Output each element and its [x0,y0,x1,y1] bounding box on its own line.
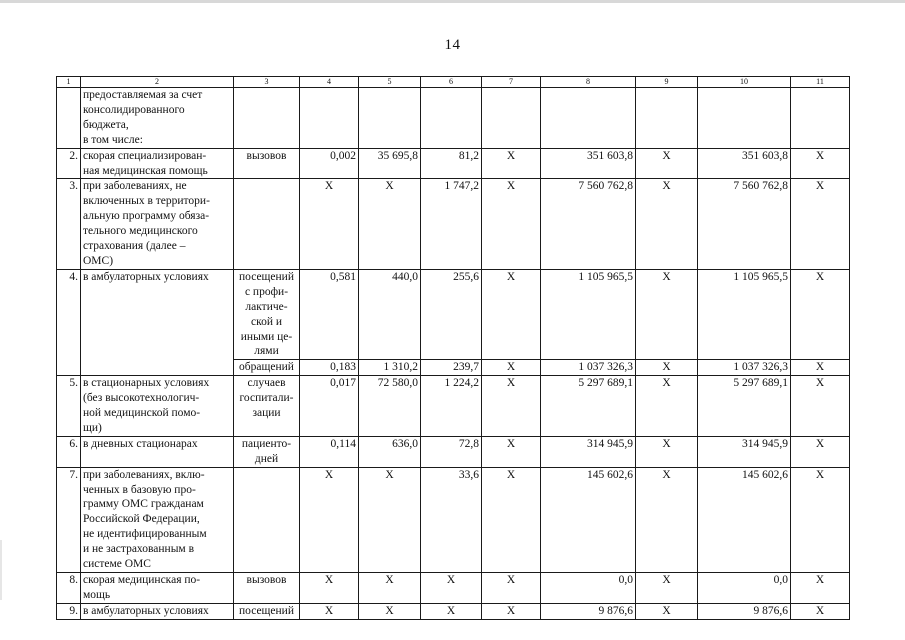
value-cell-c7: Х [482,436,541,467]
value-cell-c9: Х [636,179,698,269]
table-row [57,467,850,572]
value-cell-c10: 5 297 689,1 [698,376,791,437]
value-cell-c10: 145 602,6 [698,467,791,572]
row-name: предоставляемая за счет консолидированного бюджета, в том числе: [81,88,234,149]
value-cell-c7: Х [482,179,541,269]
column-number: 6 [421,77,482,88]
column-number: 4 [300,77,359,88]
value-cell-c6: 255,6 [421,269,482,359]
value-cell-c4: Х [300,573,359,604]
value-cell-c11: Х [791,360,850,376]
page-number: 14 [444,37,461,53]
value-cell-c5: 636,0 [359,436,421,467]
column-number: 11 [791,77,850,88]
value-cell-c4: Х [300,467,359,572]
unit-cell: обращений [234,360,300,376]
value-cell-c4 [300,88,359,149]
row-number: 8. [57,573,81,604]
value-cell-c5: Х [359,603,421,619]
value-cell-c4: 0,002 [300,148,359,179]
column-number: 1 [57,77,81,88]
value-cell-c11: Х [791,603,850,619]
table-row [57,148,850,179]
value-cell-c11: Х [791,376,850,437]
value-cell-c8: 145 602,6 [541,467,636,572]
unit-cell: вызовов [234,148,300,179]
value-cell-c5: 35 695,8 [359,148,421,179]
funding-table [56,76,850,620]
value-cell-c6: 239,7 [421,360,482,376]
value-cell-c9: Х [636,376,698,437]
value-cell-c10: 351 603,8 [698,148,791,179]
value-cell-c10: 1 037 326,3 [698,360,791,376]
value-cell-c8: 1 105 965,5 [541,269,636,359]
value-cell-c7 [482,88,541,149]
value-cell-c4: Х [300,179,359,269]
table-row [57,436,850,467]
top-edge-rule [0,0,905,3]
row-number: 6. [57,436,81,467]
value-cell-c6: 72,8 [421,436,482,467]
row-name: скорая специализирован- ная медицинская помощь [81,148,234,179]
value-cell-c4: Х [300,603,359,619]
row-name: в стационарных условиях (без высокотехнологич- ной медицинской помо- щи) [81,376,234,437]
value-cell-c5: Х [359,467,421,572]
value-cell-c7: Х [482,376,541,437]
value-cell-c11: Х [791,269,850,359]
value-cell-c6 [421,88,482,149]
column-number: 9 [636,77,698,88]
value-cell-c5: 1 310,2 [359,360,421,376]
value-cell-c6: 81,2 [421,148,482,179]
value-cell-c8 [541,88,636,149]
table-row [57,179,850,269]
table-row [57,88,850,149]
value-cell-c7: Х [482,573,541,604]
value-cell-c9: Х [636,573,698,604]
row-number: 3. [57,179,81,269]
value-cell-c8: 0,0 [541,573,636,604]
value-cell-c4: 0,581 [300,269,359,359]
unit-cell [234,467,300,572]
value-cell-c7: Х [482,603,541,619]
table-row [57,603,850,619]
value-cell-c9: Х [636,603,698,619]
column-number: 10 [698,77,791,88]
value-cell-c8: 1 037 326,3 [541,360,636,376]
value-cell-c8: 5 297 689,1 [541,376,636,437]
value-cell-c5: 72 580,0 [359,376,421,437]
value-cell-c10: 0,0 [698,573,791,604]
row-name: в амбулаторных условиях [81,603,234,619]
value-cell-c11 [791,88,850,149]
value-cell-c10 [698,88,791,149]
unit-cell: вызовов [234,573,300,604]
value-cell-c6: 1 747,2 [421,179,482,269]
row-name: в амбулаторных условиях [81,269,234,375]
row-number: 5. [57,376,81,437]
value-cell-c8: 7 560 762,8 [541,179,636,269]
column-number: 8 [541,77,636,88]
row-name: при заболеваниях, вклю- ченных в базовую про- грамму ОМС гражданам Российской Федерации, не идентифицированным и не застрахованным в системе ОМС [81,467,234,572]
value-cell-c10: 9 876,6 [698,603,791,619]
row-name: при заболеваниях, не включенных в территори- альную программу обяза- тельного медицинского страхования (далее – ОМС) [81,179,234,269]
value-cell-c5 [359,88,421,149]
table-row [57,376,850,437]
value-cell-c8: 351 603,8 [541,148,636,179]
value-cell-c11: Х [791,467,850,572]
row-number: 9. [57,603,81,619]
unit-cell: посещений [234,603,300,619]
unit-cell [234,88,300,149]
unit-cell: пациенто- дней [234,436,300,467]
column-number: 2 [81,77,234,88]
value-cell-c11: Х [791,179,850,269]
value-cell-c5: 440,0 [359,269,421,359]
row-number: 2. [57,148,81,179]
value-cell-c8: 9 876,6 [541,603,636,619]
column-number: 3 [234,77,300,88]
value-cell-c9: Х [636,360,698,376]
table-row [57,269,850,359]
column-number-row [57,77,850,88]
value-cell-c5: Х [359,179,421,269]
row-number [57,88,81,149]
unit-cell [234,179,300,269]
row-number: 4. [57,269,81,375]
value-cell-c4: 0,017 [300,376,359,437]
value-cell-c11: Х [791,148,850,179]
value-cell-c9: Х [636,269,698,359]
unit-cell: случаев госпитали- зации [234,376,300,437]
row-number: 7. [57,467,81,572]
value-cell-c8: 314 945,9 [541,436,636,467]
value-cell-c10: 7 560 762,8 [698,179,791,269]
column-number: 5 [359,77,421,88]
value-cell-c6: Х [421,603,482,619]
scan-edge-mark [0,540,2,600]
value-cell-c9 [636,88,698,149]
value-cell-c9: Х [636,467,698,572]
unit-cell: посещений с профи- лактиче- ской и иными це- лями [234,269,300,359]
value-cell-c9: Х [636,436,698,467]
value-cell-c11: Х [791,573,850,604]
value-cell-c6: Х [421,573,482,604]
value-cell-c10: 314 945,9 [698,436,791,467]
value-cell-c9: Х [636,148,698,179]
column-number: 7 [482,77,541,88]
value-cell-c10: 1 105 965,5 [698,269,791,359]
value-cell-c6: 1 224,2 [421,376,482,437]
value-cell-c4: 0,183 [300,360,359,376]
row-name: скорая медицинская по- мощь [81,573,234,604]
value-cell-c11: Х [791,436,850,467]
value-cell-c7: Х [482,467,541,572]
value-cell-c7: Х [482,148,541,179]
table-row [57,573,850,604]
value-cell-c7: Х [482,360,541,376]
value-cell-c6: 33,6 [421,467,482,572]
row-name: в дневных стационарах [81,436,234,467]
value-cell-c7: Х [482,269,541,359]
value-cell-c4: 0,114 [300,436,359,467]
value-cell-c5: Х [359,573,421,604]
